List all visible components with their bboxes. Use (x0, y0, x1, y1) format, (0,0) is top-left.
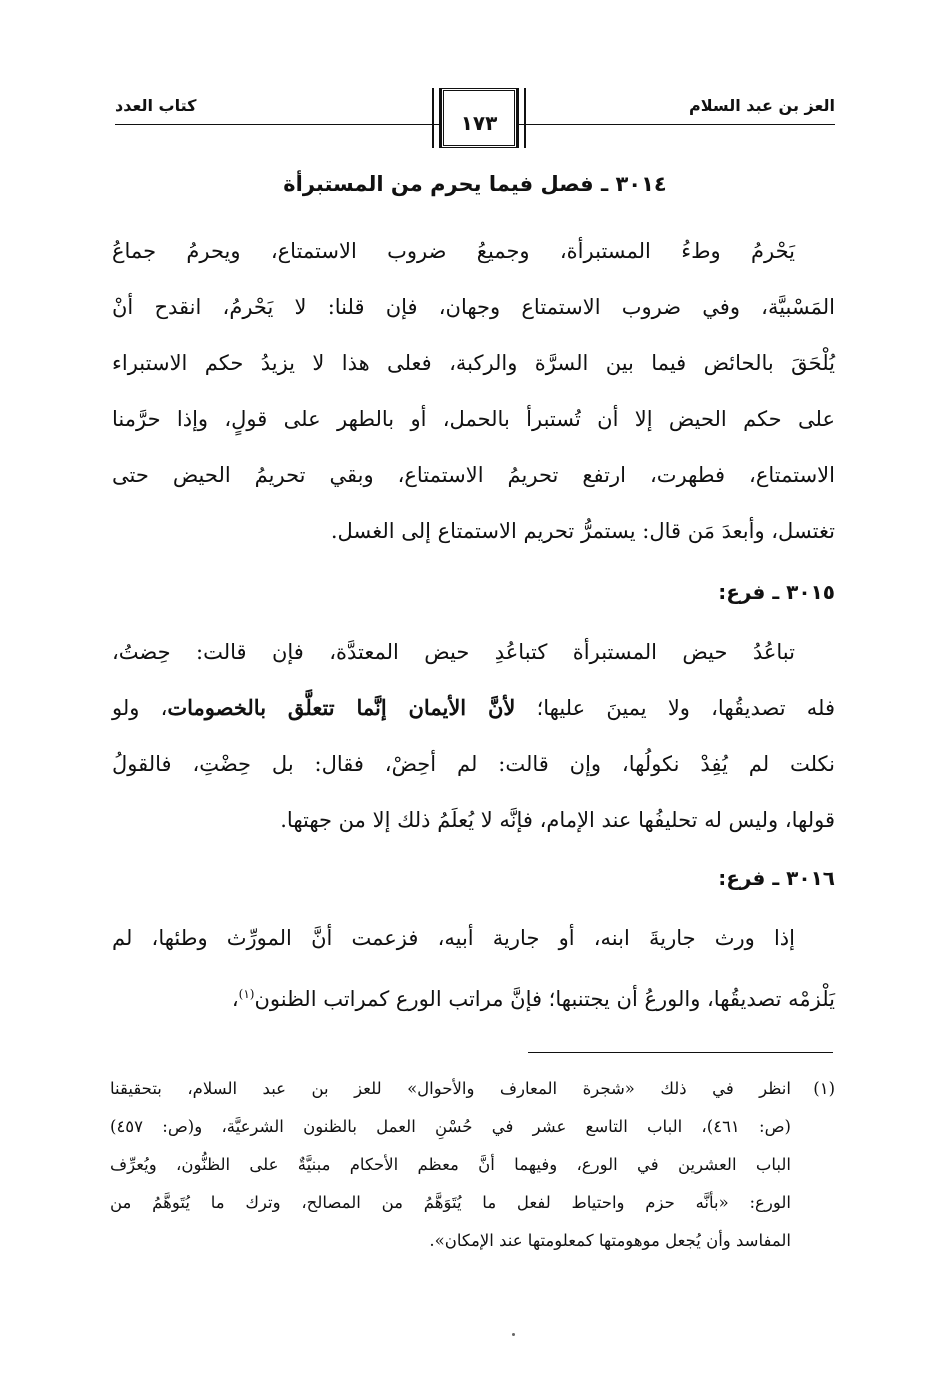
section-title: ٣٠١٤ ـ فصل فيما يحرم من المستبرأة (283, 172, 667, 196)
text-line: على حكم الحيض إلا أن تُستبرأ بالحمل، أو بالطهر على قولٍ، وإذا حرَّمنا (112, 407, 835, 431)
scan-speck (512, 1333, 515, 1336)
footnote-line: المفاسد وأن يُجعل موهومتها كمعلومتها عند الإمكان». (429, 1231, 791, 1250)
subsection-heading-3016: ٣٠١٦ ـ فرع: (718, 866, 835, 890)
page-number-frame (441, 88, 517, 148)
text-line (112, 680, 835, 736)
footnote-line: الورع: «بأنَّه حزم واحتياط لفعل ما يُتَوَهَّمُ من المصالح، وترك ما يُتَوهَّمُ من (110, 1193, 791, 1212)
footnote (110, 1070, 835, 1260)
paragraph-3 (112, 910, 835, 1027)
footnote-separator (528, 1052, 833, 1053)
footnote-line: الباب العشرين في الورع، وفيهما أنَّ معظم الأحكام مبنيَّةٌ على الظنُّون، ويُعرِّف (110, 1155, 791, 1174)
page-number: ١٧٣ (460, 111, 498, 135)
running-header (115, 88, 835, 158)
text-line: إذا ورث جاريةَ ابنه، أو جارية أبيه، فزعمت أنَّ المورِّث وطئها، لم (112, 926, 795, 950)
footnote-line: انظر في ذلك «شجرة المعارف والأحوال» للعز بن عبد السلام، بتحقيقنا (110, 1079, 791, 1098)
text-fragment: ، (231, 987, 239, 1011)
text-line: الاستمتاع، فطهرت، ارتفع تحريمُ الاستمتاع، وبقي تحريمُ الحيض حتى (112, 463, 835, 487)
paragraph-1 (112, 223, 835, 559)
text-line: تغتسل، وأبعدَ مَن قال: يستمرُّ تحريم الاستمتاع إلى الغسل. (330, 519, 835, 543)
paragraph-2 (112, 624, 835, 848)
text-line: تباعُدُ حيض المستبرأة كتباعُدِ حيض المعتدَّة، فإن قالت: حِضتُ، (112, 640, 795, 664)
footnote-number: (١) (813, 1079, 835, 1098)
text-line: قولها، وليس له تحليفُها عند الإمام، فإنَّه لا يُعلَمُ ذلك إلا من جهتها. (280, 808, 835, 832)
text-line: يُلْحَقَ بالحائض فيما بين السرَّة والركبة، فعلى هذا لا يزيدُ حكم الاستبراء (112, 351, 835, 375)
text-fragment: يَلْزمْه تصديقُها، والورعُ أن يجتنبها؛ فإنَّ مراتب الورع كمراتب الظنون (254, 987, 835, 1011)
subsection-heading-3015: ٣٠١٥ ـ فرع: (718, 580, 835, 604)
text-line: يَحْرمُ وطءُ المستبرأة، وجميعُ ضروب الاستمتاع، ويحرمُ جماعُ (112, 239, 795, 263)
text-line (112, 966, 835, 1027)
footnote-ref[interactable]: (١) (238, 987, 255, 1001)
bold-phrase: لأنَّ الأيمان إنَّما تتعلَّق بالخصومات (167, 695, 516, 720)
footnote-line: (ص: ٤٦١)، الباب التاسع عشر في حُسْنِ العمل بالظنون الشرعيَّة، و(ص: ٤٥٧) (110, 1117, 791, 1136)
header-chapter: كتاب العدد (115, 96, 197, 115)
header-author: العز بن عبد السلام (689, 96, 835, 115)
text-fragment: ، ولو (112, 696, 168, 720)
text-fragment: فله تصديقُها، ولا يمينَ عليها؛ (536, 696, 835, 720)
text-line: نكلت لم يُفِدْ نكولُها، وإن قالت: لم أحِضْ، فقال: بل حِضْتِ، فالقولُ (112, 752, 835, 776)
text-line: المَسْبيَّة، وفي ضروب الاستمتاع وجهان، فإن قلنا: لا يَحْرمُ، انقدح أنْ (112, 295, 835, 319)
